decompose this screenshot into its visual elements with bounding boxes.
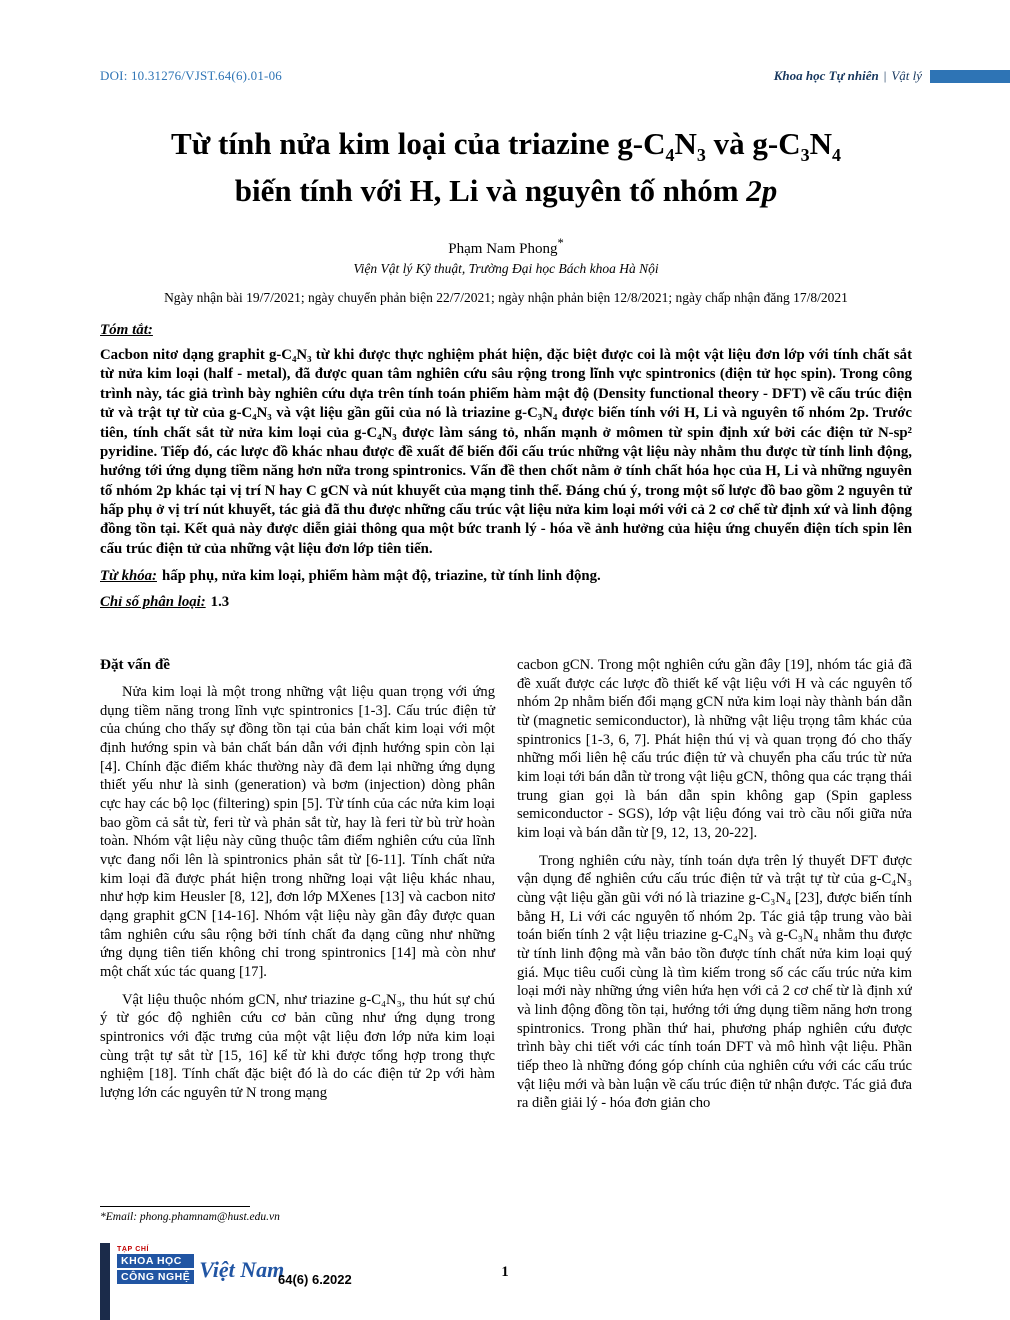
paragraph: cacbon gCN. Trong một nghiên cứu gần đây [19], nhóm tác giả đã đề xuất được các lược đồ thiết kế vật liệu với H và các nguyên tố nhóm 2p nhằm biến đổi mạng gCN nửa kim loại này thành bán dẫn từ (magnetic semiconductor), là những vật liệu trọng tâm khác của spintronics [1-3, 6, 7]. Phát hiện thú vị và quan trọng đó cho thấy những mối liên hệ cấu trúc điện tử và chuyển pha cấu trúc từ nửa kim loại tới bán dẫn từ trong vật liệu gCN, thông qua các trạng thái trung gian gọi là bán dẫn spin không gap (Spin gapless semiconductor - SGS), lớp vật liệu đóng vai trò cầu nối giữa nửa kim loại và bán dẫn từ [9, 12, 13, 20-22]. bbox=[517, 657, 912, 842]
abstract-label: Tóm tắt: bbox=[100, 322, 153, 338]
section-heading-intro: Đặt vấn đề bbox=[100, 656, 171, 673]
left-column bbox=[100, 656, 495, 1216]
header-accent-bar bbox=[930, 70, 1010, 83]
spine-bar bbox=[100, 1243, 110, 1320]
field-name: Vật lý bbox=[891, 68, 922, 83]
classification-line bbox=[100, 594, 912, 611]
abstract-section bbox=[100, 322, 912, 611]
paragraph: Vật liệu thuộc nhóm gCN, như triazine g-C₄N₃, thu hút sự chú ý từ góc độ nghiên cứu cơ bản cũng như ứng dụng trong spintronics với đặc trưng của một vật liệu đơn lớp nửa kim loại cùng trật tự sắt từ [15, 16] kể từ khi được tổng hợp trong thực nghiệm [18]. Tính chất đặc biệt đó là do các điện tử 2p với hàm lượng lớn các nguyên tử N trong mạng bbox=[100, 991, 495, 1102]
classification-value: 1.3 bbox=[210, 594, 230, 611]
section-divider: | bbox=[883, 68, 887, 83]
classification-label: Chỉ số phân loại: bbox=[100, 594, 206, 611]
affiliation: Viện Vật lý Kỹ thuật, Trường Đại học Bách khoa Hà Nội bbox=[353, 261, 659, 276]
header-section-group bbox=[774, 68, 1010, 84]
footnote-rule bbox=[100, 1206, 250, 1207]
paragraph: Nửa kim loại là một trong những vật liệu quan trọng với ứng dụng tiềm năng trong lĩnh vực spintronics [1-3]. Cấu trúc điện tử của chúng cho thấy sự đồng tồn tại của bản chất kim loại với một định hướng spin và bản chất bán dẫn với định hướng spin còn lại [4]. Chính đặc điểm khác thường này đã đem lại những ứng dụng thiết yếu như là sinh (generation) và bơm (injection) dòng phân cực hay các bộ lọc (filtering) spin [5]. Từ tính của các nửa kim loại bao gồm cả sắt từ, feri từ và phản sắt từ, hay là feri từ bù trừ hoàn toàn. Nhóm vật liệu này cũng thuộc tâm điểm nghiên cứu của lĩnh vực đang nổi lên là spintronics phản sắt từ [6-11]. Tính chất nửa kim loại đã được phát hiện trong những loại vật liệu khác nhau, như hợp kim Heusler [8, 12], đơn lớp MXenes [13] và cacbon nitơ dạng graphit gCN [14-16]. Nhóm vật liệu này gần đây được quan tâm nghiên cứu sâu rộng bởi tính chất đa dạng cũng như những ứng dụng tiên tiến không chỉ trong spintronics [14] mà còn như một chất xúc tác quang [17]. bbox=[100, 684, 495, 981]
logo-line1: KHOA HỌC bbox=[117, 1254, 194, 1268]
paragraph: Trong nghiên cứu này, tính toán dựa trên lý thuyết DFT được vận dụng để nghiên cứu cấu trúc điện tử và trật tự từ của g-C₄N₃ cùng vật liệu gần gũi với nó là triazine g-C₃N₄ [23], được biến tính bằng H, Li với các nguyên tố nhóm 2p. Tác giả tập trung vào bài toán biến tính 2 vật liệu triazine g-C₄N₃ và g-C₃N₄ nhằm thu được từ tính linh động mà vẫn bảo tồn được tính chất nửa kim loại quý giá. Mục tiêu cuối cùng là tìm kiếm trong số các cấu trúc nửa kim loại mới này những ứng viên hứa hẹn với cả 2 cơ chế từ là định xứ và linh động đồng tồn tại, hướng tới ứng dụng tiềm năng hơn trong spintronics. Trong phần thứ hai, phương pháp nghiên cứu được trình bày chi tiết với các tính toán DFT và mô hình vật liệu. Phần tiếp theo là những đóng góp chính của nghiên cứu với các cấu trúc vật liệu mới và bàn luận về cấu trúc điện tử nhận được. Tác giả đưa ra diễn giải lý - hóa đơn giản cho bbox=[517, 852, 912, 1112]
author-email: *Email: phong.phamnam@hust.edu.vn bbox=[100, 1211, 280, 1223]
keywords-label: Từ khóa: bbox=[100, 568, 157, 585]
logo-script-text: Việt Nam bbox=[199, 1257, 285, 1282]
logo-tagline: TẠP CHÍ bbox=[117, 1246, 150, 1253]
logo-line2: CÔNG NGHỆ bbox=[117, 1270, 194, 1284]
submission-dates: Ngày nhận bài 19/7/2021; ngày chuyển phản biện 22/7/2021; ngày nhận phản biện 12/8/2021; ngày chấp nhận đăng 17/8/2021 bbox=[164, 290, 848, 305]
page-number: 1 bbox=[501, 1264, 509, 1280]
abstract-text: Cacbon nitơ dạng graphit g-C₄N₃ từ khi được thực nghiệm phát hiện, đặc biệt được coi là một vật liệu đơn lớp với tính chất sắt từ nửa kim loại (half - metal), đã được quan tâm nghiên cứu sâu rộng trong lĩnh vực spintronics (điện tử học spin). Trong công trình này, tác giả trình bày nghiên cứu dựa trên tính toán phiếm hàm mật độ (Density functional theory - DFT) về cấu trúc điện tử và trật tự từ của g-C₄N₃ và vật liệu gần gũi của nó là triazine g-C₃N₄ được biến tính với H, Li và nguyên tố nhóm 2p. Trước tiên, tính chất sắt từ nửa kim loại của g-C₄N₃ được làm sáng tỏ, nhấn mạnh ở mômen từ spin định xứ bởi các điện tử N-sp² pyridine. Tiếp đó, các lược đồ khác nhau được đề xuất để biến đổi cấu trúc những vật liệu này nhằm thu được từ tính linh động, hướng tới ứng dụng tiềm năng hơn nữa trong spintronics. Vấn đề then chốt nằm ở tính chất hóa học của H, Li và những nguyên tố nhóm 2p khác tại vị trí N hay C gCN và nút khuyết của mạng tinh thể. Đáng chú ý, trong một số lược đồ bao gồm 2 nguyên tử hấp phụ ở vị trí nút khuyết, tác giả đã thu được những cấu trúc vật liệu nửa kim loại mới với cả 2 cơ chế từ định xứ và linh động đồng tồn tại. Kết quả này được diễn giải thông qua một bức tranh lý - hóa về ảnh hưởng của hiệu ứng chuyển điện tích spin lên cấu trúc điện tử của những vật liệu đơn lớp tiên tiến. bbox=[100, 347, 912, 557]
issue-info: 64(6) 6.2022 bbox=[278, 1272, 352, 1287]
keywords-text: hấp phụ, nửa kim loại, phiếm hàm mật độ, triazine, từ tính linh động. bbox=[161, 568, 601, 585]
author-name: Phạm Nam Phong* bbox=[448, 236, 564, 257]
page-header bbox=[100, 68, 1010, 84]
body-columns bbox=[100, 656, 912, 1216]
paper-title bbox=[100, 122, 912, 213]
section-name: Khoa học Tự nhiên bbox=[773, 68, 879, 83]
author-footnote bbox=[100, 1206, 280, 1223]
doi-text: DOI: 10.31276/VJST.64(6).01-06 bbox=[100, 68, 282, 83]
title-line2: biến tính với H, Li và nguyên tố nhóm 2p bbox=[234, 172, 778, 208]
title-line1: Từ tính nửa kim loại của triazine $g-C_4N_3$ và $g-C_3N_4$ bbox=[171, 126, 841, 166]
right-column bbox=[517, 656, 912, 1216]
keywords-line bbox=[100, 568, 912, 585]
